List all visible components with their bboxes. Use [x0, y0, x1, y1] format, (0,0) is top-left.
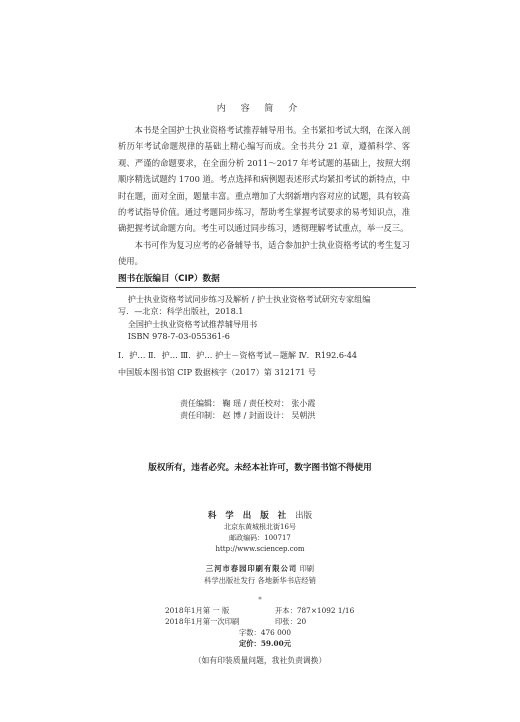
specs-edition: 2018年1月第 一 版 [165, 606, 230, 615]
publisher-name-text: 科 学 出 版 社 [207, 511, 290, 521]
intro-body [118, 122, 410, 270]
specs-row-edition [165, 605, 405, 616]
specs-printing: 2018年1月第一次印刷 [165, 617, 240, 626]
printer-distribution: 科学出版社发行 各地新华书店经销 [204, 576, 316, 585]
intro-paragraph-2: 本书可作为复习应考的必备辅导书，适合参加护士执业资格考试的考生复习使用。 [118, 239, 410, 267]
intro-paragraph-1: 本书是全国护士执业资格考试推荐辅导用书。全书紧扣考试大纲，在深入剖析历年考试命题规律的基础上精心编写而成。全书共分 21 章，遵循科学、客观、严谨的命题要求，在全面分析 2011～2017 年考试题的基础上，按照大纲顺序精选试题约 1700 道。考点选择和病例题表述形式均紧扣考试的新特点，中时在题，面对全面，题量丰富。重点增加了大纲新增内容对应的试题，具有较高的考试指导价值。通过考题同步练习，帮助考生掌握考试要求的易考知识点，准确把握考试命题方向。考生可以通过同步练习，透彻理解考试重点，举一反三。 [118, 125, 410, 234]
quality-notice: （如有印装质量问题，我社负责调换） [193, 656, 327, 665]
publisher-address: 北京东黄城根北街16号 [224, 523, 296, 531]
cip-line-classification: Ⅰ．护… Ⅱ．护… Ⅲ．护… 护士－资格考试－题解 Ⅳ．R192.6-44 [118, 349, 358, 360]
printer-block [150, 563, 370, 587]
publisher-suffix: 出版 [295, 511, 313, 521]
specs-format: 开本：787×1092 1/16 [275, 606, 355, 615]
cip-line-series: 全国护士执业资格考试推荐辅导用书 [127, 318, 258, 329]
cip-line-isbn: ISBN 978-7-03-055361-6 [127, 331, 230, 342]
cip-line-record: 中国版本图书馆 CIP 数据核字（2017）第 312171 号 [118, 367, 317, 378]
credits-line-production: 责任印制： 赵 博 / 封面设计： 吴朝洪 [180, 411, 316, 421]
separator-mark: * [258, 596, 262, 604]
intro-title: 内 容 简 介 [216, 104, 304, 114]
cip-line-imprint: 写．—北京：科学出版社，2018.1 [118, 306, 244, 317]
specs-row-printing [165, 616, 405, 627]
specs-block [165, 605, 405, 649]
publisher-block [160, 510, 360, 555]
printer-suffix: 印刷 [299, 564, 315, 573]
credits-line-editor: 责任编辑： 鞠 瑶 / 责任校对： 张小霞 [180, 399, 316, 408]
cip-divider [116, 287, 416, 288]
cip-block [118, 293, 414, 378]
copyright-notice: 版权所有，违者必究。未经本社许可，数字图书馆不得使用 [148, 463, 372, 473]
cip-line-title: 护士执业资格考试同步练习及解析 / 护士执业资格考试研究专家组编 [127, 294, 371, 304]
specs-sheets: 印张：20 [275, 617, 307, 626]
publisher-name [160, 510, 360, 522]
printer-name: 三河市春园印刷有限公司 [205, 564, 298, 573]
publisher-postcode: 邮政编码：100717 [229, 534, 291, 542]
credits-block [180, 398, 410, 422]
cip-heading: 图书在版编目（CIP）数据 [118, 274, 220, 284]
publisher-url: http://www.sciencep.com [215, 545, 305, 553]
specs-wordcount: 字数：476 000 [238, 628, 292, 637]
specs-price: 定价：59.00元 [238, 639, 292, 648]
